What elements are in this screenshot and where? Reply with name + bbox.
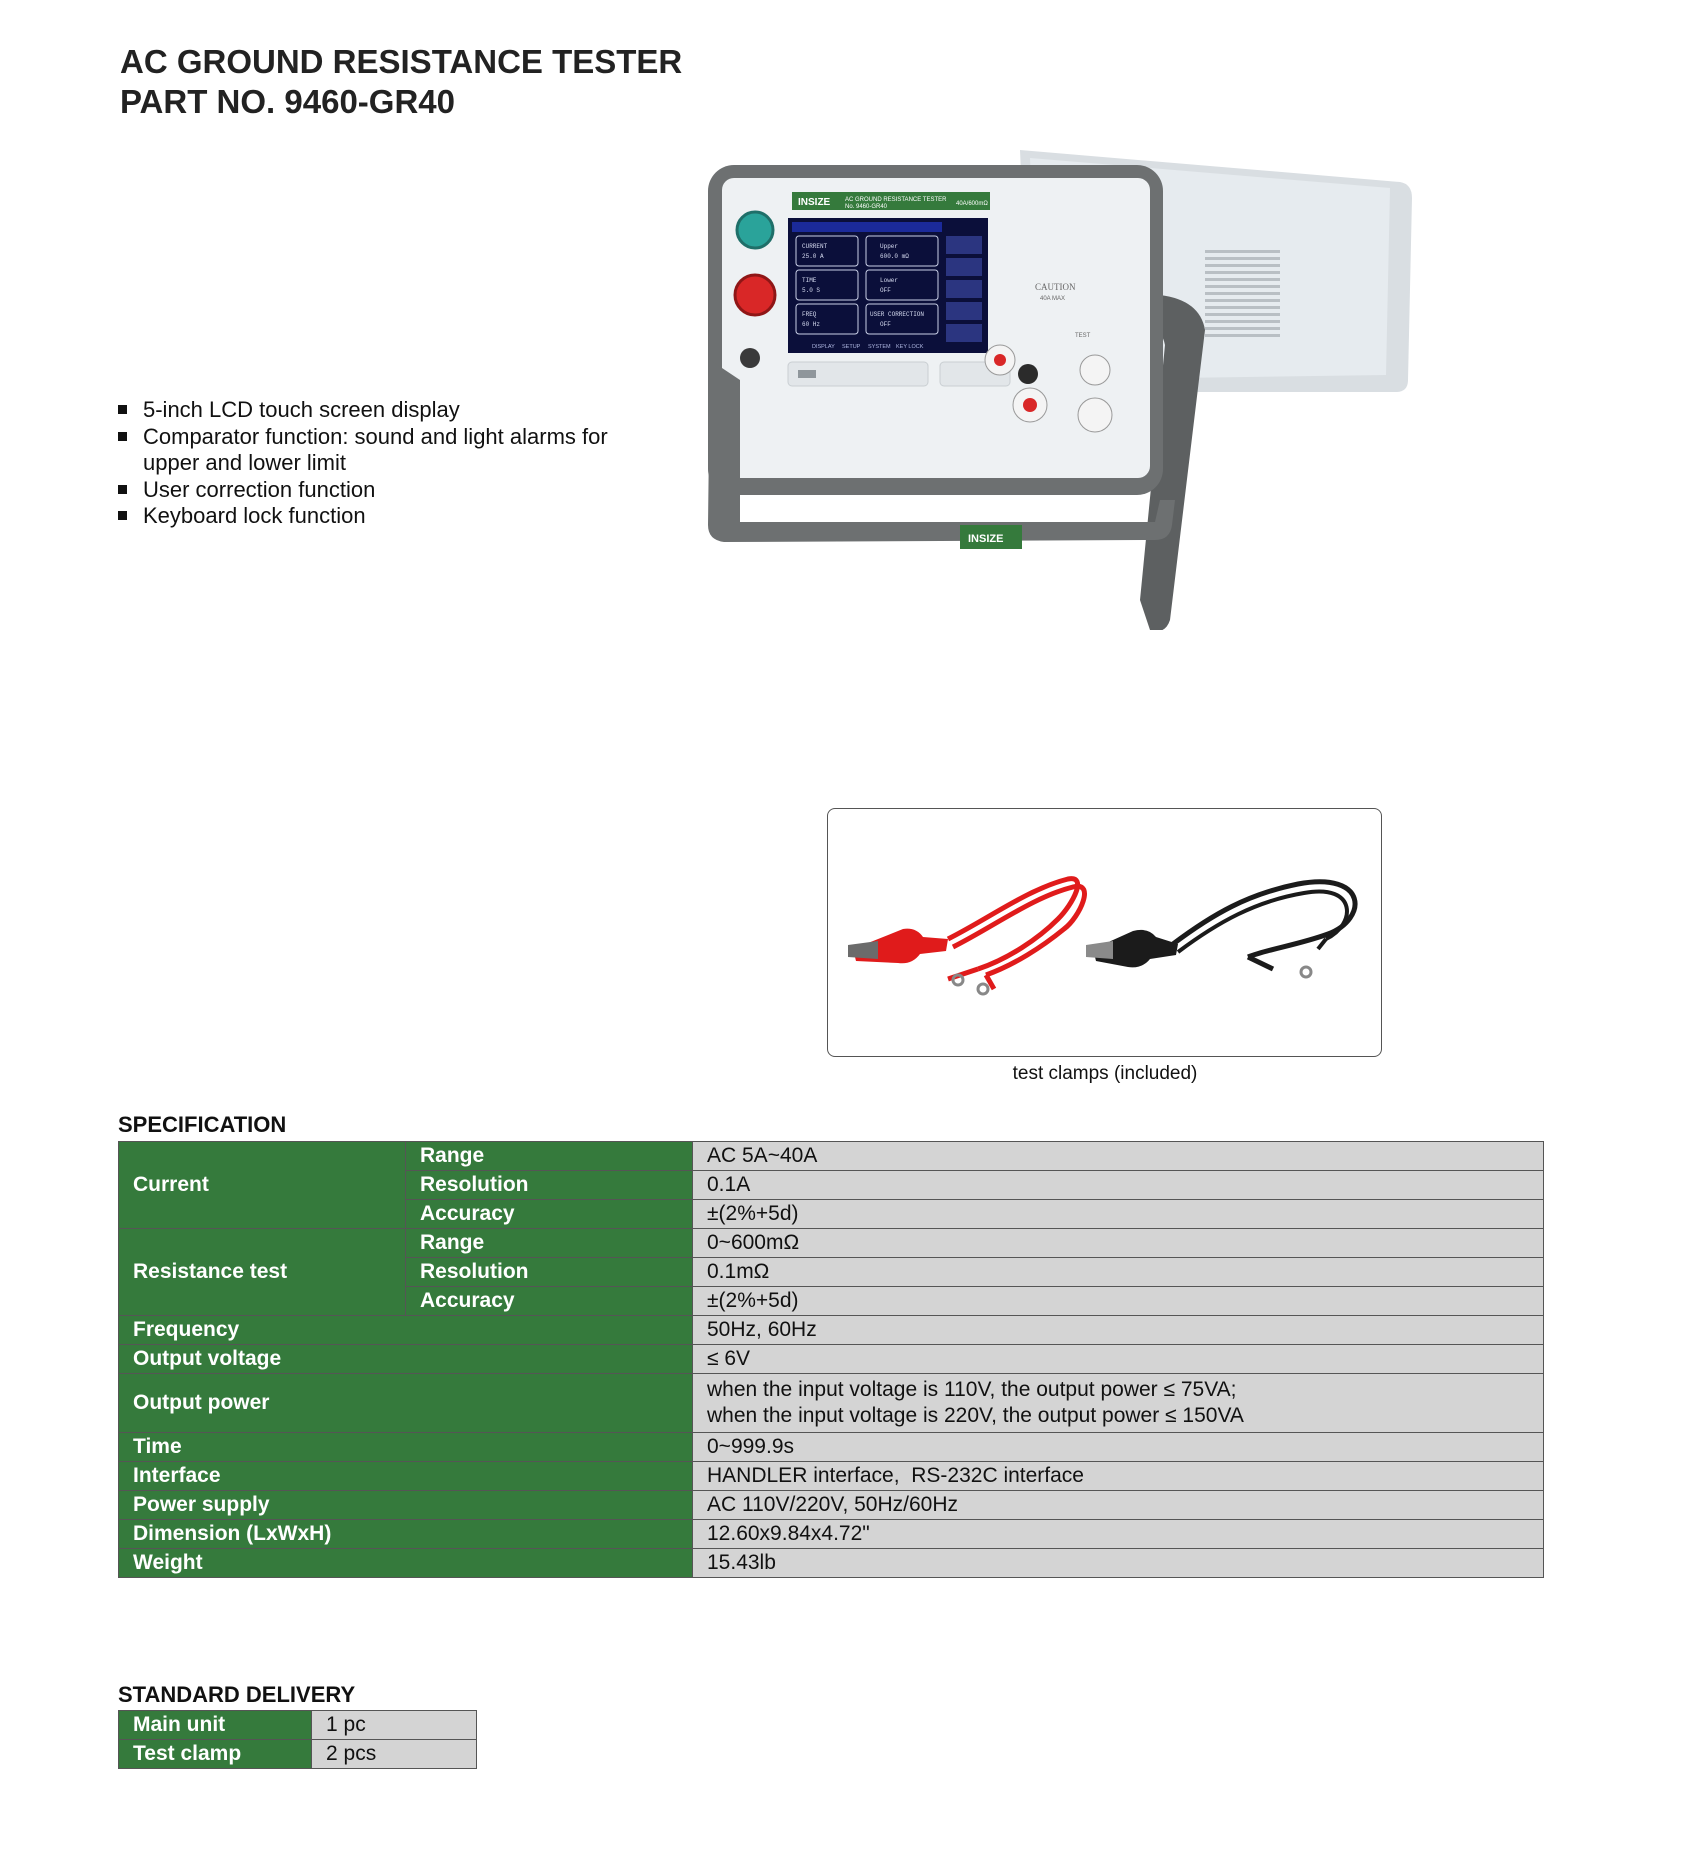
feature-item: Comparator function: sound and light alarms for upper and lower limit <box>118 424 653 477</box>
spec-value: HANDLER interface, RS-232C interface <box>693 1462 1544 1491</box>
svg-text:CAUTION: CAUTION <box>1035 282 1076 292</box>
delivery-title: STANDARD DELIVERY <box>118 1682 356 1707</box>
svg-text:AC GROUND RESISTANCE TESTER: AC GROUND RESISTANCE TESTER <box>845 197 947 203</box>
bullet-icon <box>118 511 127 520</box>
usb-port <box>798 370 816 378</box>
spec-sub-label: Range <box>406 1229 693 1258</box>
delivery-item-label: Test clamp <box>119 1740 312 1769</box>
table-row <box>119 1345 1544 1374</box>
svg-text:60 Hz: 60 Hz <box>802 321 821 328</box>
spec-label: Time <box>119 1433 693 1462</box>
spec-sub-label: Resolution <box>406 1258 693 1287</box>
bullet-icon <box>118 485 127 494</box>
svg-text:40A MAX: 40A MAX <box>1040 296 1066 302</box>
svg-text:25.0 A: 25.0 A <box>802 253 824 260</box>
bullet-icon <box>118 432 127 441</box>
spec-label: Output voltage <box>119 1345 693 1374</box>
spec-label: Power supply <box>119 1491 693 1520</box>
black-clamp <box>1086 882 1355 977</box>
spec-sub-label: Resolution <box>406 1171 693 1200</box>
delivery-item-qty: 2 pcs <box>312 1740 477 1769</box>
feature-item: User correction function <box>118 477 653 504</box>
spec-label: Frequency <box>119 1316 693 1345</box>
svg-text:Upper: Upper <box>880 243 899 250</box>
spec-value: 12.60x9.84x4.72" <box>693 1520 1544 1549</box>
svg-text:No. 9460-GR40: No. 9460-GR40 <box>845 204 888 210</box>
specification-title: SPECIFICATION <box>118 1112 287 1137</box>
svg-text:KEY LOCK: KEY LOCK <box>896 344 924 350</box>
svg-text:FREQ: FREQ <box>802 311 817 318</box>
spec-label: Interface <box>119 1462 693 1491</box>
power-button <box>740 348 760 368</box>
spec-sub-label: Accuracy <box>406 1200 693 1229</box>
feature-list <box>118 397 653 530</box>
specification-table <box>118 1141 1544 1578</box>
svg-text:USER CORRECTION: USER CORRECTION <box>870 311 925 318</box>
delivery-table <box>118 1710 477 1769</box>
clamp-image-frame <box>827 808 1382 1057</box>
spec-value: ≤ 6V <box>693 1345 1544 1374</box>
table-row <box>119 1711 477 1740</box>
table-row <box>119 1229 1544 1258</box>
feature-item: Keyboard lock function <box>118 503 653 530</box>
interface-port <box>1018 364 1038 384</box>
svg-text:OFF: OFF <box>880 287 891 294</box>
red-clamp <box>848 879 1084 994</box>
spec-value: AC 110V/220V, 50Hz/60Hz <box>693 1491 1544 1520</box>
delivery-item-label: Main unit <box>119 1711 312 1740</box>
svg-text:TIME: TIME <box>802 277 817 284</box>
table-row <box>119 1374 1544 1433</box>
bullet-icon <box>118 405 127 414</box>
spec-value: ±(2%+5d) <box>693 1200 1544 1229</box>
spec-value: 50Hz, 60Hz <box>693 1316 1544 1345</box>
product-image <box>700 130 1420 630</box>
svg-text:SYSTEM: SYSTEM <box>868 344 891 350</box>
spec-label: Dimension (LxWxH) <box>119 1520 693 1549</box>
delivery-item-qty: 1 pc <box>312 1711 477 1740</box>
table-row <box>119 1462 1544 1491</box>
spec-group-label: Resistance test <box>119 1229 406 1316</box>
svg-text:OFF: OFF <box>880 321 891 328</box>
spec-value: 0~999.9s <box>693 1433 1544 1462</box>
test-clamps-image <box>828 809 1381 1056</box>
stop-button <box>735 275 775 315</box>
svg-text:DISPLAY: DISPLAY <box>812 344 835 350</box>
table-row <box>119 1433 1544 1462</box>
title-line-1: AC GROUND RESISTANCE TESTER <box>120 43 683 80</box>
spec-value: ±(2%+5d) <box>693 1287 1544 1316</box>
svg-text:600.0 mΩ: 600.0 mΩ <box>880 253 909 260</box>
page-title <box>120 42 682 122</box>
svg-text:Lower: Lower <box>880 277 899 284</box>
svg-text:INSIZE: INSIZE <box>798 197 831 208</box>
spec-label: Output power <box>119 1374 693 1433</box>
spec-label: Weight <box>119 1549 693 1578</box>
spec-value: AC 5A~40A <box>693 1142 1544 1171</box>
spec-value: 0.1A <box>693 1171 1544 1200</box>
table-row <box>119 1549 1544 1578</box>
start-button <box>737 212 773 248</box>
spec-sub-label: Range <box>406 1142 693 1171</box>
table-row <box>119 1740 477 1769</box>
svg-text:INSIZE: INSIZE <box>968 533 1004 545</box>
table-row <box>119 1491 1544 1520</box>
spec-group-label: Current <box>119 1142 406 1229</box>
table-row <box>119 1316 1544 1345</box>
feature-item: 5-inch LCD touch screen display <box>118 397 653 424</box>
spec-sub-label: Accuracy <box>406 1287 693 1316</box>
spec-value: when the input voltage is 110V, the output power ≤ 75VA; when the input voltage is 220V, the output power ≤ 150VA <box>693 1374 1544 1433</box>
spec-value: 0~600mΩ <box>693 1229 1544 1258</box>
clamp-caption: test clamps (included) <box>1012 1063 1198 1084</box>
svg-text:TEST: TEST <box>1075 333 1091 339</box>
svg-text:5.0 S: 5.0 S <box>802 287 821 294</box>
spec-value: 0.1mΩ <box>693 1258 1544 1287</box>
title-line-2: PART NO. 9460-GR40 <box>120 83 455 120</box>
svg-text:SETUP: SETUP <box>842 344 861 350</box>
table-row <box>119 1520 1544 1549</box>
svg-text:CURRENT: CURRENT <box>802 243 828 250</box>
table-row <box>119 1142 1544 1171</box>
spec-value: 15.43lb <box>693 1549 1544 1578</box>
svg-text:40A/600mΩ: 40A/600mΩ <box>956 201 988 207</box>
